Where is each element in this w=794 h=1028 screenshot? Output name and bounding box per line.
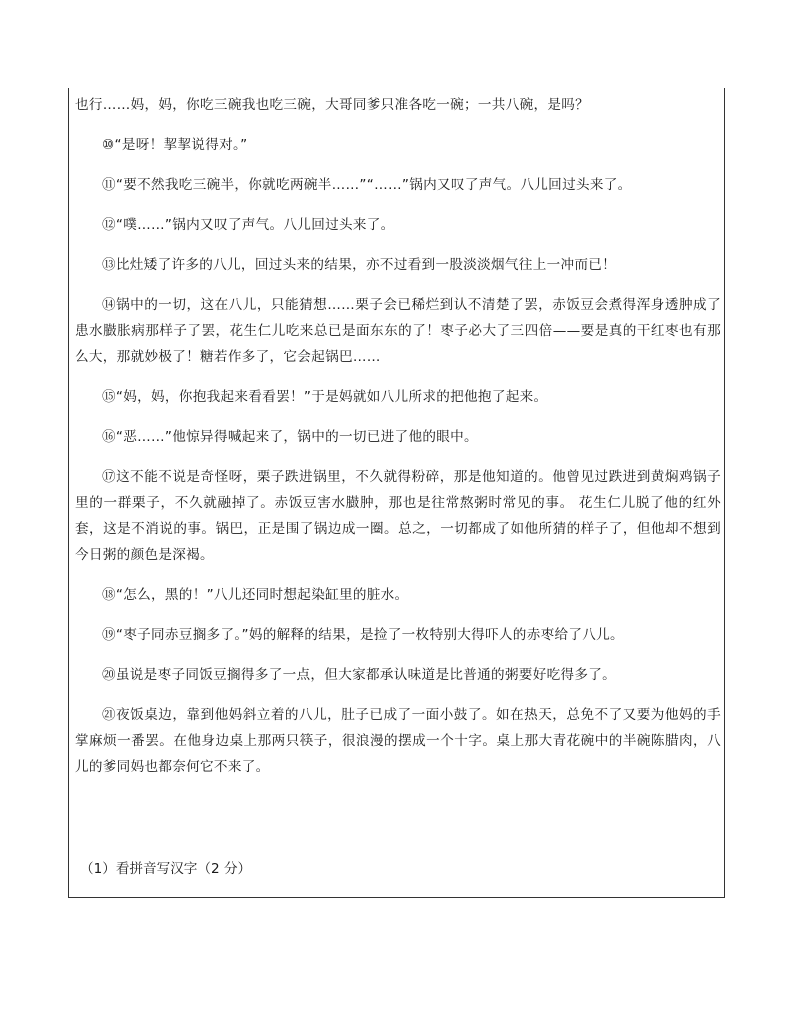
paragraph-9-continued: 也行……妈，妈，你吃三碗我也吃三碗，大哥同爹只准各吃一碗；一共八碗，是吗？ [75, 97, 590, 113]
passage-body [75, 92, 721, 780]
paragraph-11: ⑪“要不然我吃三碗半，你就吃两碗半……”“……”锅内又叹了声气。八儿回过头来了。 [102, 177, 632, 193]
paragraph-21: ㉑夜饭桌边，靠到他妈斜立着的八儿，肚子已成了一面小鼓了。如在热天，总免不了又要为他妈的手掌麻烦一番罢。在他身边桌上那两只筷子，很浪漫的摆成一个十字。桌上那大青花碗中的半碗陈腊肉，八儿的爹同妈也都奈何它不来了。 [75, 707, 721, 775]
paragraph-18: ⑱“怎么，黑的！”八儿还同时想起染缸里的脏水。 [102, 587, 409, 603]
paragraph-10: ⑩“是呀！挈挈说得对。” [102, 137, 248, 153]
paragraph-15: ⑮“妈，妈，你抱我起来看看罢！”于是妈就如八儿所求的把他抱了起来。 [102, 389, 548, 405]
paragraph-12: ⑫“噗……”锅内又叹了声气。八儿回过头来了。 [102, 217, 395, 233]
paragraph-16: ⑯“恶……”他惊异得喊起来了，锅中的一切已进了他的眼中。 [102, 429, 478, 445]
paragraph-14: ⑭锅中的一切，这在八儿，只能猜想……栗子会已稀烂到认不清楚了罢，赤饭豆会煮得浑身透肿成了患水臌胀病那样子了罢，花生仁儿吃来总已是面东东的了！枣子必大了三四倍——要是真的干红枣也有那么大，那就妙极了！糖若作多了，它会起锅巴…… [75, 297, 721, 365]
paragraph-19: ⑲“枣子同赤豆搁多了。”妈的解释的结果，是捡了一枚特别大得吓人的赤枣给了八儿。 [102, 627, 624, 643]
paragraph-13: ⑬比灶矮了许多的八儿，回过头来的结果，亦不过看到一股淡淡烟气往上一冲而已！ [102, 257, 617, 273]
paragraph-17: ⑰这不能不说是奇怪呀，栗子跌进锅里，不久就得粉碎，那是他知道的。他曾见过跌进到黄焖鸡锅子里的一群栗子，不久就融掉了。赤饭豆害水臌肿，那也是往常熬粥时常见的事。 花生仁儿脱了他的红外套，这是不消说的事。锅巴，正是围了锅边成一圈。总之，一切都成了如他所猜的样子了，但他却不想到今日粥的颜色是深褐。 [75, 469, 721, 563]
question-1-prompt: （1）看拼音写汉字（2 分） [80, 861, 252, 877]
paragraph-20: ⑳虽说是枣子同饭豆搁得多了一点，但大家都承认味道是比普通的粥要好吃得多了。 [102, 667, 617, 683]
